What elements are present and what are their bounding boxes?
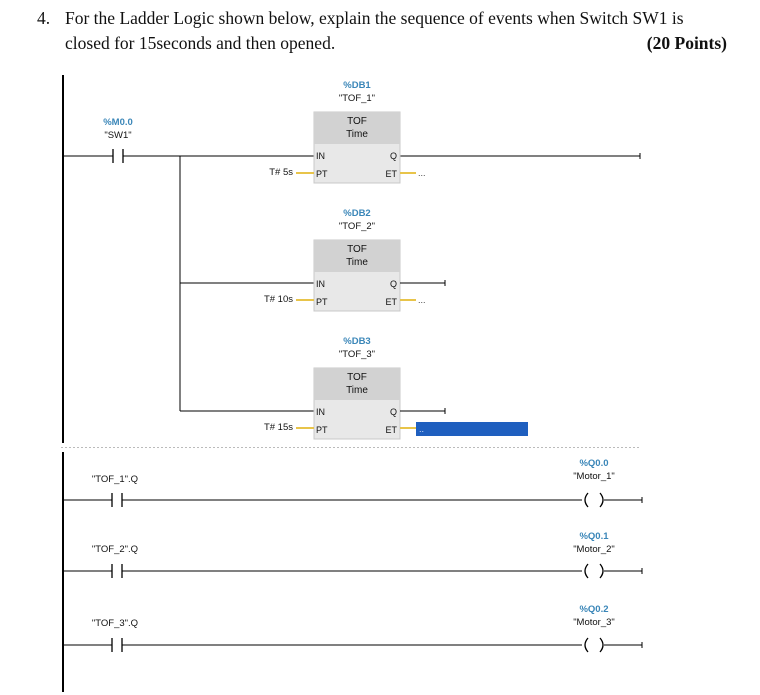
coil-motor1-tag: "Motor_1": [573, 471, 615, 482]
timer-3-type: TOF: [347, 372, 367, 383]
timer-2-db: %DB2: [343, 208, 371, 219]
timer-3-et-output-selection[interactable]: [416, 422, 528, 436]
timer-3-db: %DB3: [343, 336, 371, 347]
timer-1-pin-pt: PT: [316, 169, 328, 179]
timer-3-pin-in: IN: [316, 407, 325, 417]
timer-3-et-output: ..: [419, 424, 425, 434]
timer-tof-2[interactable]: [314, 208, 400, 311]
question-line-1: For the Ladder Logic shown below, explain the sequence of events when Switch SW1 is: [65, 8, 684, 28]
coil-motor2[interactable]: [585, 564, 603, 578]
coil-motor1-address: %Q0.0: [579, 458, 609, 469]
timer-2-subtitle: Time: [346, 257, 368, 268]
timer-2-pin-pt: PT: [316, 297, 328, 307]
timer-2-pin-et: ET: [385, 297, 397, 307]
coil-motor3-tag: "Motor_3": [573, 617, 615, 628]
coil-motor3-address: %Q0.2: [579, 604, 609, 615]
contact-sw1-tag: "SW1": [104, 130, 132, 141]
contact-tof3-q-tag: "TOF_3".Q: [91, 618, 139, 629]
timer-3-name: "TOF_3": [338, 349, 376, 360]
contact-sw1-address: %M0.0: [103, 117, 133, 128]
contact-tof2-q-tag: "TOF_2".Q: [91, 544, 139, 555]
timer-1-pin-et: ET: [385, 169, 397, 179]
timer-1-pin-q: Q: [389, 151, 397, 161]
contact-tof1-q-tag: "TOF_1".Q: [91, 474, 139, 485]
timer-3-subtitle: Time: [346, 385, 368, 396]
timer-1-pin-in: IN: [316, 151, 325, 161]
timer-3-pin-q: Q: [389, 407, 397, 417]
timer-1-name: "TOF_1": [338, 93, 376, 104]
coil-motor2-address: %Q0.1: [579, 531, 609, 542]
timer-2-name: "TOF_2": [338, 221, 376, 232]
timer-1-preset: T# 5s: [269, 167, 293, 178]
timer-3-preset: T# 15s: [263, 422, 293, 433]
timer-1-type: TOF: [347, 116, 367, 127]
timer-2-preset: T# 10s: [263, 294, 293, 305]
contact-tof3-q[interactable]: [63, 638, 122, 652]
coil-motor3[interactable]: [585, 638, 603, 652]
contact-tof2-q[interactable]: [63, 564, 122, 578]
question-points: (20 Points): [646, 33, 727, 53]
timer-2-et-output: ...: [418, 295, 426, 305]
timer-3-pin-et: ET: [385, 425, 397, 435]
timer-2-pin-q: Q: [389, 279, 397, 289]
timer-2-type: TOF: [347, 244, 367, 255]
timer-2-pin-in: IN: [316, 279, 325, 289]
contact-tof1-q[interactable]: [63, 493, 122, 507]
timer-1-db: %DB1: [343, 80, 371, 91]
coil-motor1[interactable]: [585, 493, 603, 507]
timer-tof-3[interactable]: [314, 336, 400, 439]
question-number: 4.: [37, 8, 51, 28]
question-line-2: closed for 15seconds and then opened.: [65, 33, 336, 53]
timer-tof-1[interactable]: [314, 80, 400, 183]
timer-1-subtitle: Time: [346, 129, 368, 140]
timer-1-et-output: ...: [418, 168, 426, 178]
timer-3-pin-pt: PT: [316, 425, 328, 435]
coil-motor2-tag: "Motor_2": [573, 544, 615, 555]
contact-sw1[interactable]: [63, 149, 123, 163]
